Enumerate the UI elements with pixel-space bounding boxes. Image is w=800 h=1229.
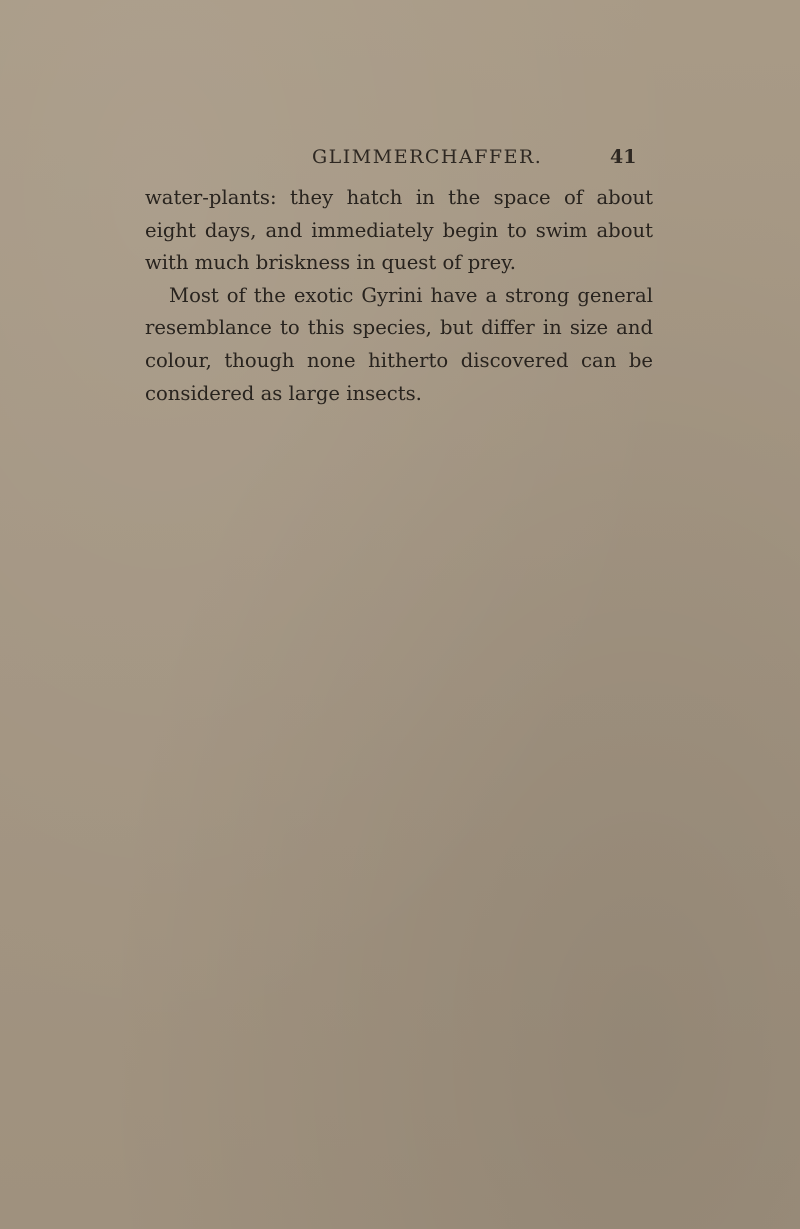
text-line: with much briskness in quest of prey. (145, 251, 516, 275)
text-line: colour, though none hitherto discovered can be (145, 348, 653, 372)
running-title: GLIMMERCHAFFER. (312, 146, 543, 168)
page-number: 41 (610, 146, 637, 168)
text-line: water-plants: they hatch in the space of about (145, 186, 653, 209)
text-line: considered as large insects. (145, 381, 422, 405)
running-head (0, 146, 800, 176)
text-line: eight days, and immediately begin to swim about (145, 218, 653, 242)
paragraph-2 (145, 280, 653, 410)
text-line: Most of the exotic Gyrini have a strong general (169, 283, 653, 307)
paragraph-1 (145, 182, 653, 280)
text-line: resemblance to this species, but differ in size and (145, 316, 653, 340)
body-text (145, 182, 653, 410)
